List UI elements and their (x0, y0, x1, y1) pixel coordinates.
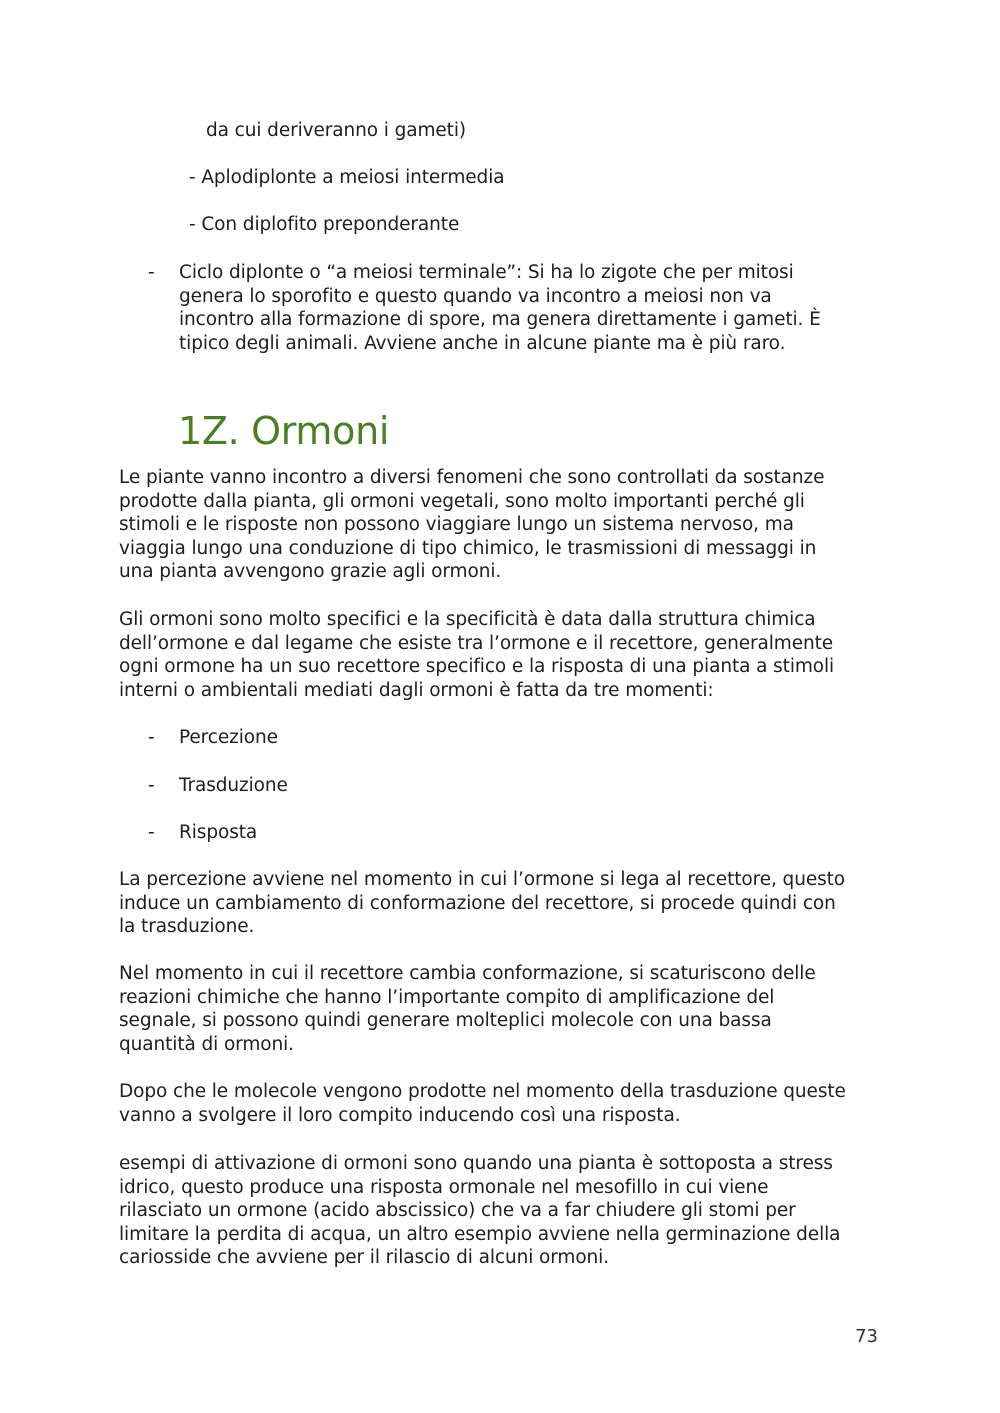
bullet-dash: - (148, 822, 155, 843)
text-line: Le piante vanno incontro a diversi fenomeni che sono controllati da sostanze (119, 467, 825, 488)
text-line: genera lo sporofito e questo quando va incontro a meiosi non va (179, 285, 772, 307)
text-line: reazioni chimiche che hanno l’importante compito di amplificazione del (119, 986, 775, 1008)
paragraph-specificity (119, 608, 889, 702)
paragraph-risposta (119, 1080, 889, 1127)
paragraph-percezione (119, 868, 889, 939)
text-line: viaggia lungo una conduzione di tipo chimico, le trasmissioni di messaggi in (119, 537, 817, 559)
text-line: limitare la perdita di acqua, un altro esempio avviene nella germinazione della (119, 1223, 841, 1245)
text-line: Dopo che le molecole vengono prodotte nel momento della trasduzione queste (119, 1081, 846, 1102)
text-line: quantità di ormoni. (119, 1033, 294, 1055)
text-line: prodotte dalla pianta, gli ormoni vegetali, sono molto importanti perché gli (119, 490, 805, 512)
text-line: stimoli e le risposte non possono viaggiare lungo un sistema nervoso, ma (119, 514, 794, 536)
section-heading: 1Z. Ormoni (178, 409, 390, 453)
text-line: vanno a svolgere il loro compito inducendo così una risposta. (119, 1104, 681, 1126)
text-line: ogni ormone ha un suo recettore specifico e la risposta di una pianta a stimoli (119, 656, 835, 678)
text-line: incontro alla formazione di spore, ma genera direttamente i gameti. È (179, 309, 821, 331)
moment-trasduzione: Trasduzione (179, 775, 288, 796)
text-line: La percezione avviene nel momento in cui l’ormone si lega al recettore, questo (119, 869, 846, 890)
text-line: Nel momento in cui il recettore cambia conformazione, si scaturiscono delle (119, 963, 816, 984)
text-line: interni o ambientali mediati dagli ormoni è fatta da tre momenti: (119, 679, 714, 701)
text-line: dell’ormone e dal legame che esiste tra l’ormone e il recettore, generalmente (119, 632, 834, 654)
text-line: la trasduzione. (119, 916, 255, 938)
moment-risposta: Risposta (179, 822, 258, 843)
sub-item-aplodiplonte: - Aplodiplonte a meiosi intermedia (189, 167, 505, 188)
paragraph-conformazione (119, 962, 889, 1056)
bullet-dash: - (148, 775, 155, 796)
text-line: idrico, questo produce una risposta ormonale nel mesofillo in cui viene (119, 1176, 769, 1198)
text-line: esempi di attivazione di ormoni sono quando una pianta è sottoposta a stress (119, 1153, 833, 1174)
moment-percezione: Percezione (179, 727, 278, 748)
bullet-dash: - (148, 262, 155, 283)
text-line: una pianta avvengono grazie agli ormoni. (119, 561, 502, 583)
page-number: 73 (855, 1326, 878, 1347)
continuation-line: da cui deriveranno i gameti) (206, 120, 466, 141)
text-line: Ciclo diplonte o “a meiosi terminale”: Si ha lo zigote che per mitosi (179, 262, 794, 283)
text-line: rilasciato un ormone (acido abscissico) che va a far chiudere gli stomi per (119, 1200, 796, 1222)
bullet-ciclo-diplonte (179, 261, 879, 355)
text-line: cariosside che avviene per il rilascio di alcuni ormoni. (119, 1247, 610, 1269)
text-line: induce un cambiamento di conformazione del recettore, si procede quindi con (119, 892, 836, 914)
bullet-dash: - (148, 727, 155, 748)
text-line: tipico degli animali. Avviene anche in alcune piante ma è più raro. (179, 332, 786, 354)
text-line: Gli ormoni sono molto specifici e la specificità è data dalla struttura chimica (119, 609, 816, 630)
paragraph-esempi (119, 1152, 889, 1270)
text-line: segnale, si possono quindi generare molteplici molecole con una bassa (119, 1010, 772, 1032)
sub-item-diplofito: - Con diplofito preponderante (189, 214, 460, 235)
paragraph-intro (119, 466, 889, 584)
